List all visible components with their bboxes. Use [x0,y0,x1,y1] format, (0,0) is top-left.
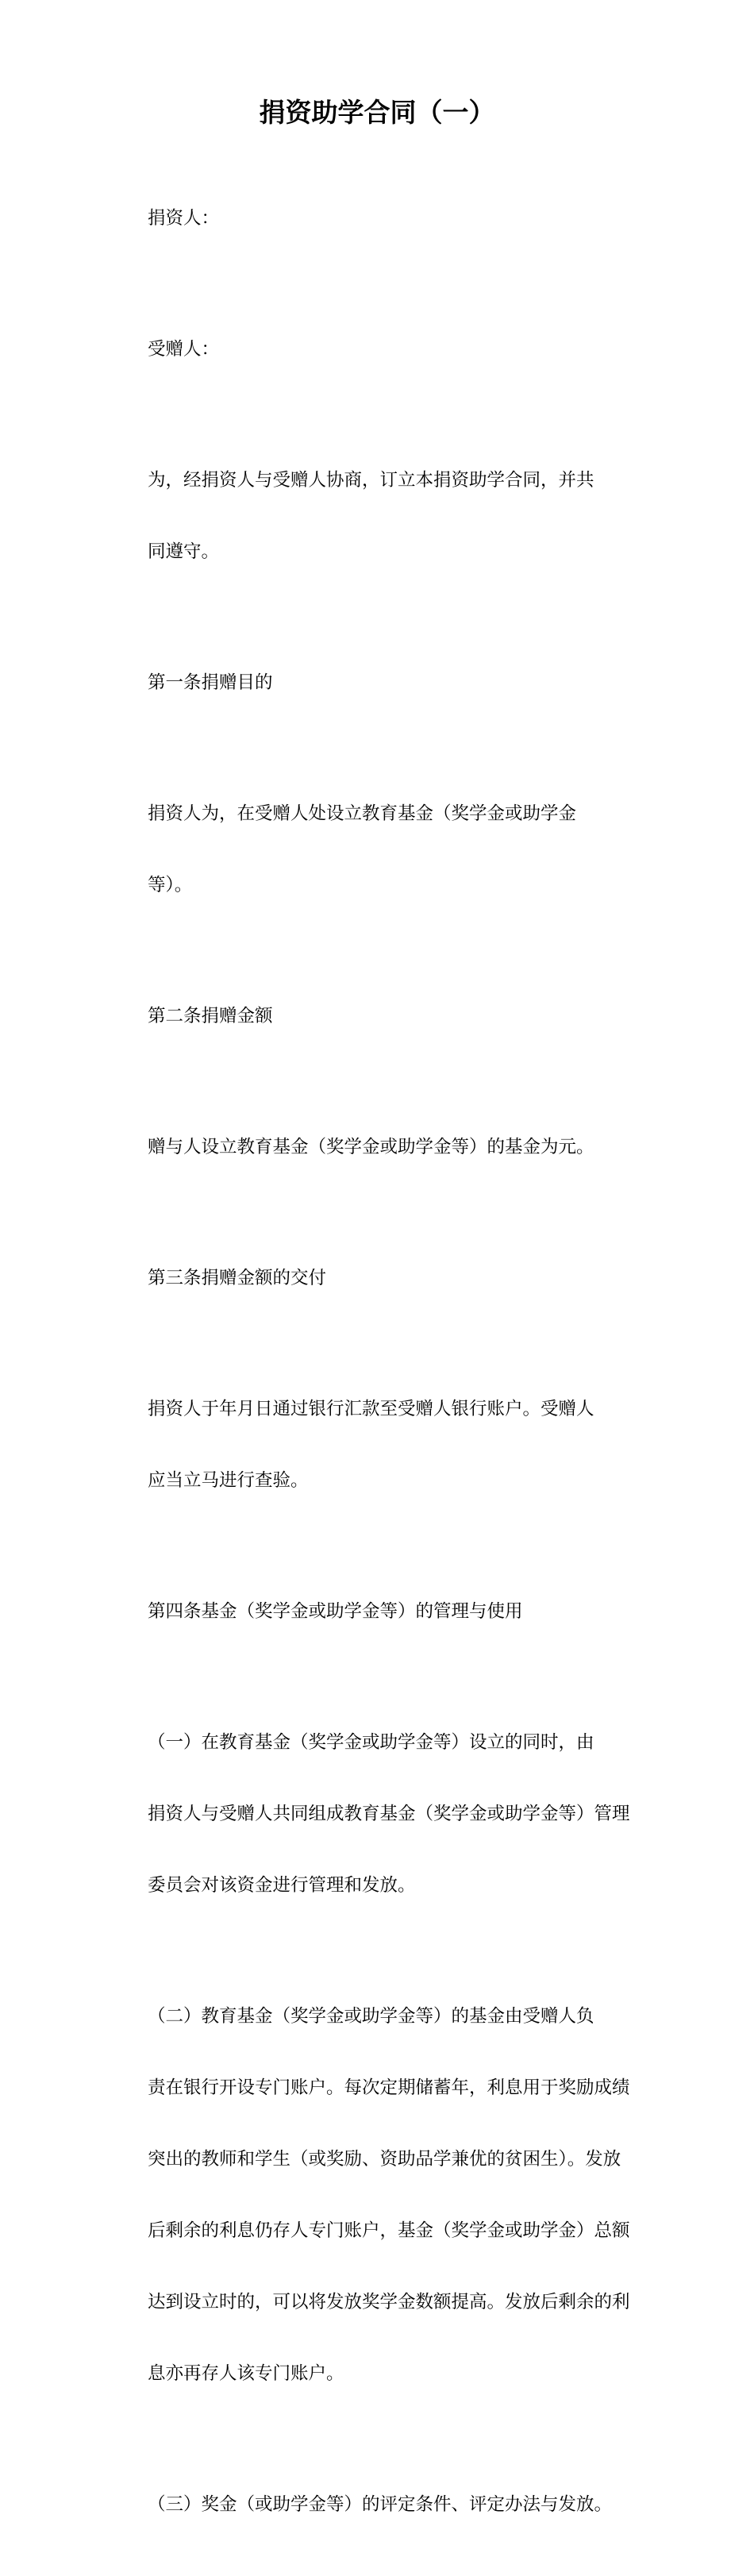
article-heading-4 [112,1552,652,1671]
paragraph-line: 第一条捐赠目的 [148,672,273,693]
paragraph-line: （一）在教育基金（奖学金或助学金等）设立的同时，由 [148,1732,594,1753]
paragraph-management-2 [112,1957,652,2433]
paragraph-line: 第三条捐赠金额的交付 [148,1268,327,1288]
paragraph-line: 捐资人： [148,208,220,229]
paragraph-management-1 [112,1683,652,1945]
paragraph-line: 责在银行开设专门账户。每次定期储蓄年，利息用于奖励成绩 [148,2077,630,2098]
paragraph-line: 突出的教师和学生（或奖励、资助品学兼优的贫困生）。发放 [148,2149,621,2170]
paragraph-preamble [112,421,652,611]
paragraph-line: 后剩余的利息仍存人专门账户，基金（奖学金或助学金）总额 [148,2220,630,2241]
paragraph-line: （二）教育基金（奖学金或助学金等）的基金由受赠人负 [148,2006,594,2027]
article-heading-1 [112,623,652,742]
document-body [112,159,652,2576]
paragraph-line: 达到设立时的，可以将发放奖学金数额提高。发放后剩余的利 [148,2292,630,2312]
paragraph-line: 同遵守。 [148,541,220,562]
paragraph-recipient [112,290,652,409]
paragraph-delivery [112,1350,652,1540]
paragraph-line: 赠与人设立教育基金（奖学金或助学金等）的基金为元。 [148,1137,594,1157]
paragraph-line: 应当立马进行查验。 [148,1470,309,1491]
paragraph-purpose [112,754,652,945]
paragraph-line: 第四条基金（奖学金或助学金等）的管理与使用 [148,1601,523,1622]
paragraph-line: 捐资人于年月日通过银行汇款至受赠人银行账户。受赠人 [148,1399,594,1419]
paragraph-line: 息亦再存人该专门账户。 [148,2363,344,2384]
document-title: 捐资助学合同（一） [259,97,495,128]
paragraph-line: 捐资人为，在受赠人处设立教育基金（奖学金或助学金 [148,803,577,824]
paragraph-donor [112,159,652,278]
paragraph-line: 第二条捐赠金额 [148,1006,273,1026]
paragraph-line: 捐资人与受赠人共同组成教育基金（奖学金或助学金等）管理 [148,1804,630,1824]
paragraph-amount [112,1088,652,1207]
paragraph-line: 受赠人： [148,339,220,360]
paragraph-management-3 [112,2445,652,2564]
article-heading-2 [112,957,652,1076]
paragraph-line: （三）奖金（或助学金等）的评定条件、评定办法与发放。 [148,2494,613,2515]
paragraph-line: 等）。 [148,875,193,895]
article-heading-3 [112,1219,652,1338]
paragraph-line: 委员会对该资金进行管理和发放。 [148,1875,416,1896]
paragraph-line: 为，经捐资人与受赠人协商，订立本捐资助学合同，并共 [148,470,594,491]
